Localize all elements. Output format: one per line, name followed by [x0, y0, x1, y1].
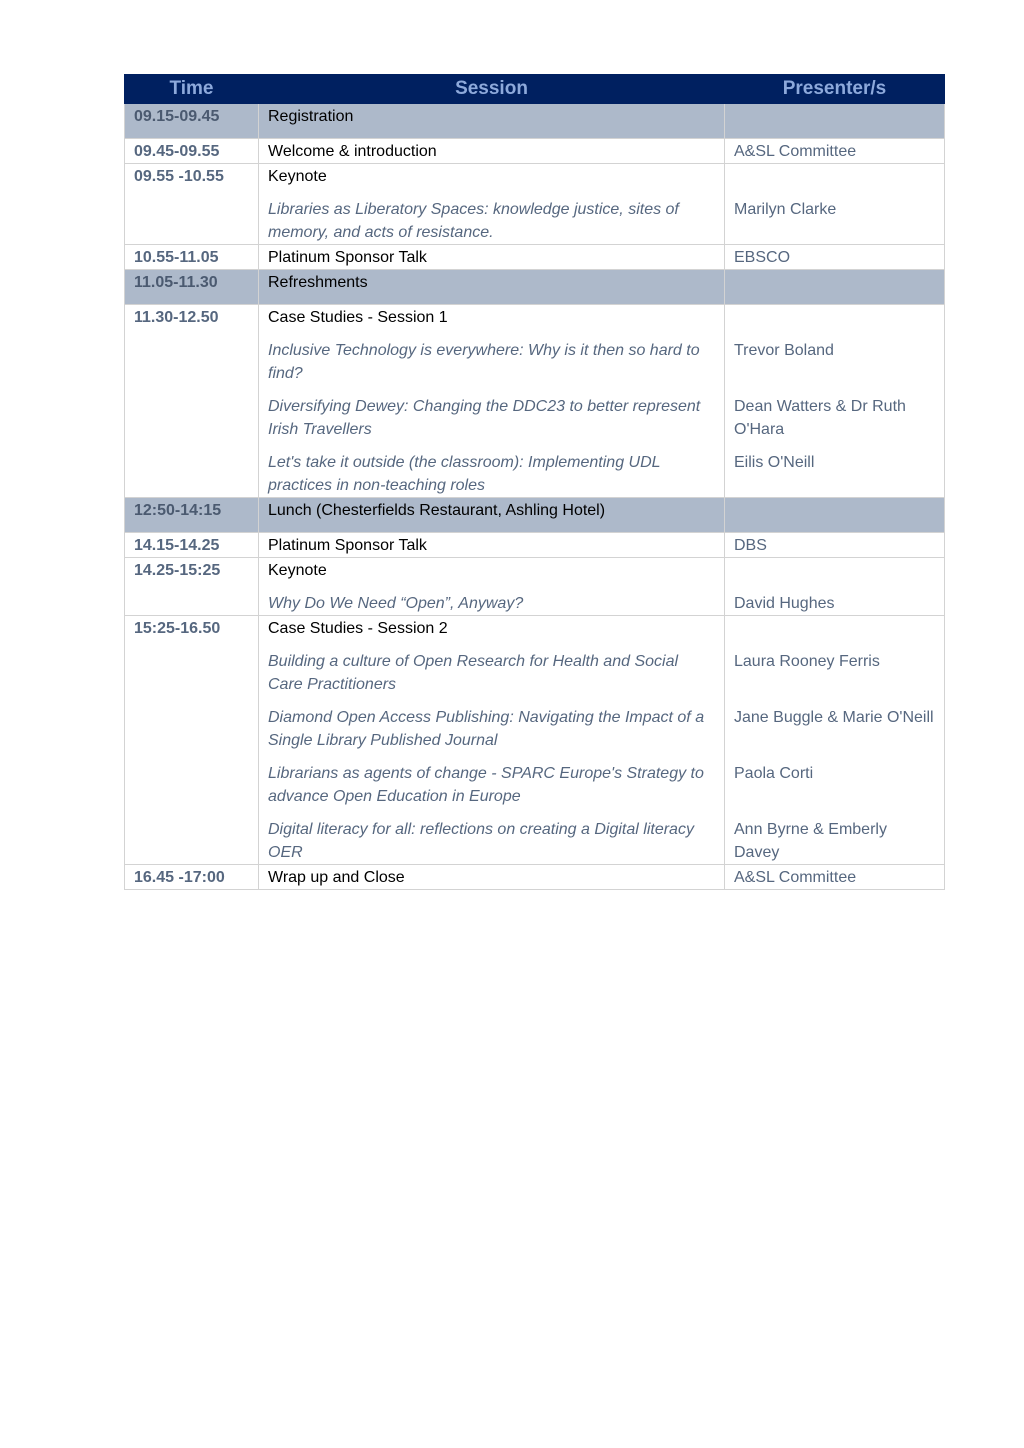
presenter-cell [725, 305, 945, 498]
presenter-cell [725, 139, 945, 164]
table-row [125, 164, 945, 245]
table-row [125, 139, 945, 164]
talk-title: Let's take it outside (the classroom): Implementing UDL practices in non-teaching roles [268, 454, 661, 494]
time-cell: 09.45-09.55 [125, 139, 259, 164]
session-cell [259, 270, 725, 305]
presenter-name: DBS [734, 537, 767, 554]
time-cell: 15:25-16.50 [125, 616, 259, 865]
session-cell [259, 164, 725, 245]
talk-presenter: Dean Watters & Dr Ruth O'Hara [734, 398, 906, 438]
time-cell: 16.45 -17:00 [125, 865, 259, 890]
table-row [125, 533, 945, 558]
presenter-name [734, 164, 935, 188]
header-row [125, 75, 945, 104]
talk-presenter: Marilyn Clarke [734, 201, 837, 218]
presenter-cell [725, 245, 945, 270]
presenter-cell [725, 164, 945, 245]
presenter-name [734, 104, 935, 128]
talk-title: Diamond Open Access Publishing: Navigating the Impact of a Single Library Published Journal [268, 709, 705, 749]
presenter-cell [725, 558, 945, 616]
table-row [125, 305, 945, 498]
time-cell: 11.30-12.50 [125, 305, 259, 498]
presenter-cell [725, 533, 945, 558]
presenter-name [734, 558, 935, 582]
table-row [125, 865, 945, 890]
talk-presenter: Eilis O'Neill [734, 454, 815, 471]
presenter-cell [725, 498, 945, 533]
talk-presenter: Jane Buggle & Marie O'Neill [734, 709, 934, 726]
table-row [125, 616, 945, 865]
talk-title: Librarians as agents of change - SPARC Europe's Strategy to advance Open Education in Europe [268, 765, 704, 805]
time-cell: 14.15-14.25 [125, 533, 259, 558]
presenter-name [734, 498, 935, 522]
schedule-table [124, 74, 945, 890]
talk-title: Digital literacy for all: reflections on creating a Digital literacy OER [268, 821, 694, 861]
presenter-name: A&SL Committee [734, 143, 857, 160]
presenter-cell [725, 865, 945, 890]
talk-presenter: Paola Corti [734, 765, 814, 782]
time-cell: 09.15-09.45 [125, 104, 259, 139]
session-cell [259, 245, 725, 270]
presenter-cell [725, 616, 945, 865]
session-cell [259, 558, 725, 616]
presenter-name [734, 616, 935, 640]
time-cell: 09.55 -10.55 [125, 164, 259, 245]
time-cell: 14.25-15:25 [125, 558, 259, 616]
session-cell [259, 498, 725, 533]
header-presenter: Presenter/s [725, 75, 945, 104]
header-session: Session [259, 75, 725, 104]
table-row [125, 104, 945, 139]
presenter-name [734, 270, 935, 294]
table-row [125, 558, 945, 616]
presenter-name [734, 305, 935, 329]
session-title: Lunch (Chesterfields Restaurant, Ashling Hotel) [268, 502, 606, 519]
time-cell: 11.05-11.30 [125, 270, 259, 305]
session-cell [259, 305, 725, 498]
session-title: Welcome & introduction [268, 143, 437, 160]
time-cell: 12:50-14:15 [125, 498, 259, 533]
talk-presenter: Ann Byrne & Emberly Davey [734, 821, 887, 861]
session-title: Case Studies - Session 2 [268, 620, 448, 637]
session-title: Wrap up and Close [268, 869, 405, 886]
talk-title: Building a culture of Open Research for Health and Social Care Practitioners [268, 653, 679, 693]
talk-title: Libraries as Liberatory Spaces: knowledge justice, sites of memory, and acts of resistance. [268, 201, 679, 241]
talk-title: Diversifying Dewey: Changing the DDC23 to better represent Irish Travellers [268, 398, 701, 438]
session-title: Platinum Sponsor Talk [268, 249, 427, 266]
talk-presenter: Laura Rooney Ferris [734, 653, 880, 670]
talk-presenter: Trevor Boland [734, 342, 834, 359]
session-title: Registration [268, 108, 354, 125]
talk-presenter: David Hughes [734, 595, 835, 612]
session-cell [259, 865, 725, 890]
talk-title: Why Do We Need “Open”, Anyway? [268, 595, 524, 612]
presenter-name: A&SL Committee [734, 869, 857, 886]
table-row [125, 498, 945, 533]
presenter-cell [725, 104, 945, 139]
session-cell [259, 616, 725, 865]
session-cell [259, 533, 725, 558]
session-cell [259, 104, 725, 139]
table-row [125, 270, 945, 305]
session-title: Platinum Sponsor Talk [268, 537, 427, 554]
talk-title: Inclusive Technology is everywhere: Why is it then so hard to find? [268, 342, 700, 382]
table-row [125, 245, 945, 270]
presenter-cell [725, 270, 945, 305]
session-cell [259, 139, 725, 164]
session-title: Refreshments [268, 274, 368, 291]
session-title: Case Studies - Session 1 [268, 309, 448, 326]
session-title: Keynote [268, 562, 327, 579]
time-cell: 10.55-11.05 [125, 245, 259, 270]
header-time: Time [125, 75, 259, 104]
presenter-name: EBSCO [734, 249, 791, 266]
session-title: Keynote [268, 168, 327, 185]
